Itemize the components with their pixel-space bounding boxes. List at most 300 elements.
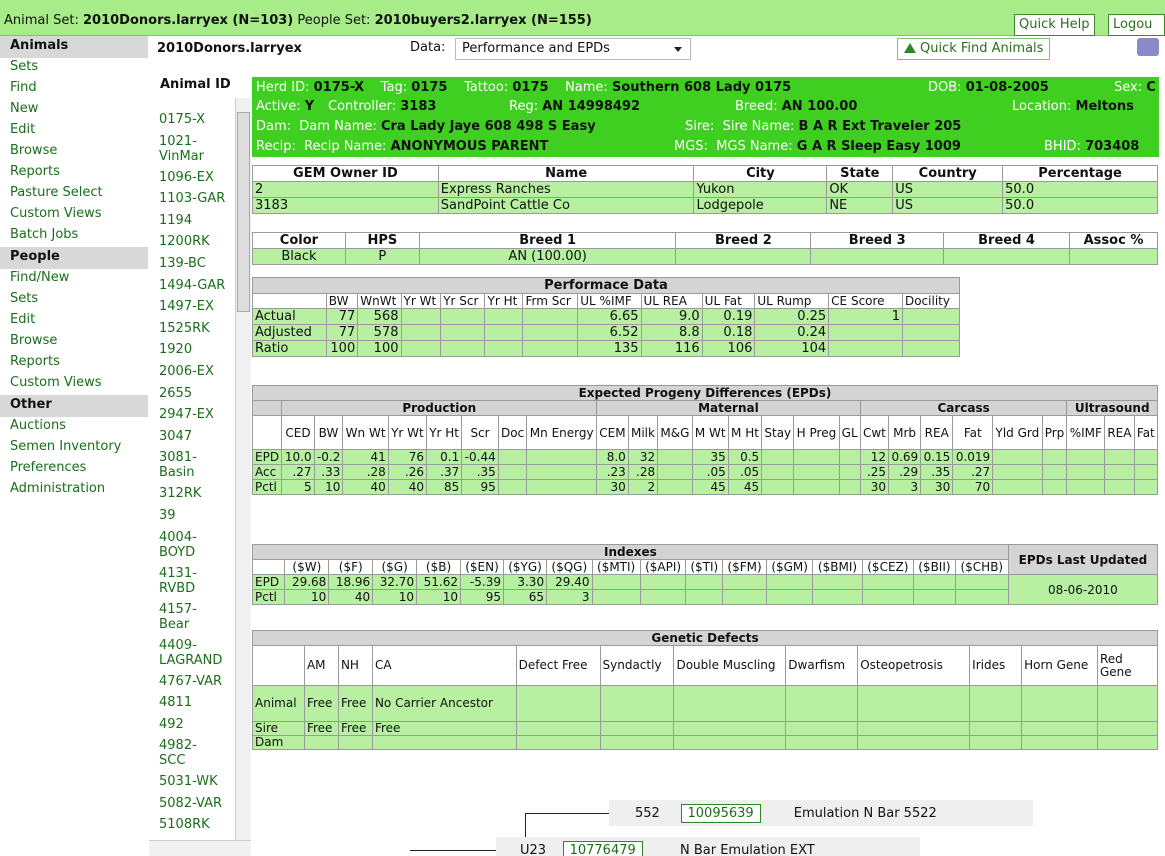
defects-column-header: Osteopetrosis xyxy=(858,646,970,686)
defects-column-header: Defect Free xyxy=(516,646,600,686)
animal-list-scrollbar[interactable] xyxy=(235,98,251,840)
performance-cell: 116 xyxy=(641,341,702,357)
epds-column-header: %IMF xyxy=(1067,416,1105,450)
indexes-column-header: ($CEZ) xyxy=(862,560,914,575)
defects-cell: Free xyxy=(338,722,372,736)
epds-cell: 3 xyxy=(889,480,921,495)
defects-column-header: NH xyxy=(338,646,372,686)
indexes-column-header: ($CHB) xyxy=(955,560,1008,575)
breeds-column-header: Breed 3 xyxy=(811,233,944,249)
sidebar-item-other-3[interactable]: Administration xyxy=(10,481,106,496)
owners-cell: US xyxy=(893,182,1003,198)
animal-id-link[interactable]: 2006-EX xyxy=(159,363,214,379)
indexes-column-header: ($B) xyxy=(417,560,461,575)
performance-cell xyxy=(902,341,959,357)
performance-cell xyxy=(523,325,578,341)
performance-cell xyxy=(441,309,485,325)
animal-set-label: Animal Set: xyxy=(4,13,79,28)
performance-column-header xyxy=(253,294,327,309)
logout-button[interactable]: Logou xyxy=(1108,14,1165,36)
performance-cell xyxy=(523,341,578,357)
header-dob: DOB: 01-08-2005 xyxy=(928,80,1049,95)
performance-cell: 100 xyxy=(326,341,357,357)
owners-column-header: State xyxy=(827,166,893,182)
defects-cell xyxy=(674,686,786,722)
epds-cell: 0.15 xyxy=(921,450,953,465)
epds-cell: 35 xyxy=(692,450,728,465)
epds-column-header: CED xyxy=(282,416,314,450)
performance-column-header: Frm Scr xyxy=(523,294,578,309)
performance-cell xyxy=(485,341,523,357)
animal-id-link[interactable]: 139-BC xyxy=(159,255,206,271)
indexes-column-header: ($W) xyxy=(285,560,329,575)
defects-cell xyxy=(1022,736,1098,750)
animal-id-link[interactable]: 492 xyxy=(159,716,184,732)
performance-cell: 77 xyxy=(326,309,357,325)
animal-id-link[interactable]: 4409- LAGRAND xyxy=(159,637,223,668)
epds-cell: 0.5 xyxy=(728,450,761,465)
defects-column-header: AM xyxy=(304,646,338,686)
epds-cell xyxy=(658,465,692,480)
epds-cell: .27 xyxy=(953,465,993,480)
owners-cell: 3183 xyxy=(253,198,439,214)
performance-cell xyxy=(829,325,903,341)
epds-cell: 8.0 xyxy=(597,450,629,465)
indexes-cell xyxy=(914,575,956,590)
indexes-column-header: ($YG) xyxy=(503,560,546,575)
pedigree-name: N Bar Emulation EXT xyxy=(679,843,815,856)
animal-id-link[interactable]: 312RK xyxy=(159,486,202,502)
pedigree-tag: U23 xyxy=(520,843,547,856)
epds-cell: 10.0 xyxy=(282,450,314,465)
epds-cell: Pctl xyxy=(253,480,282,495)
defects-cell xyxy=(970,736,1022,750)
epds-column-header: Milk xyxy=(628,416,657,450)
indexes-cell: 40 xyxy=(329,590,373,605)
printer-icon[interactable] xyxy=(1137,38,1159,56)
sidebar-item-people-4[interactable]: Reports xyxy=(10,354,60,369)
animal-id-link[interactable]: 4982- SCC xyxy=(159,738,197,769)
defects-column-header: Syndactly xyxy=(600,646,674,686)
epds-column-header: CEM xyxy=(597,416,629,450)
owners-column-header: Name xyxy=(438,166,694,182)
defects-cell xyxy=(970,686,1022,722)
breeds-cell: P xyxy=(345,249,419,265)
defects-cell: Free xyxy=(304,722,338,736)
set-title: 2010Donors.larryex xyxy=(157,41,302,56)
performance-cell xyxy=(441,325,485,341)
quick-find-button[interactable] xyxy=(897,38,1050,60)
epds-column-header: Prp xyxy=(1042,416,1067,450)
epds-cell xyxy=(1134,480,1157,495)
animal-id-header: Animal ID xyxy=(160,77,231,92)
indexes-column-header: ($F) xyxy=(329,560,373,575)
animals-section-header: Animals xyxy=(0,36,148,58)
performance-column-header: Yr Wt xyxy=(401,294,441,309)
performance-cell: 135 xyxy=(578,341,641,357)
sidebar-item-other-1[interactable]: Semen Inventory xyxy=(10,439,122,454)
defects-cell xyxy=(858,722,970,736)
epds-row xyxy=(253,465,1158,480)
epds-cell xyxy=(762,450,794,465)
defects-cell xyxy=(674,736,786,750)
epds-cell: 85 xyxy=(426,480,461,495)
animal-id-link[interactable]: 1021- VinMar xyxy=(159,133,204,164)
epds-group-blank xyxy=(253,401,282,416)
defects-cell: Free xyxy=(304,686,338,722)
sidebar-item-people-0[interactable]: Find/New xyxy=(10,270,70,285)
epds-cell xyxy=(658,450,692,465)
epds-cell xyxy=(993,480,1042,495)
quick-help-button[interactable]: Quick Help xyxy=(1014,14,1095,36)
indexes-cell: 51.62 xyxy=(417,575,461,590)
epds-column-header: M Wt xyxy=(692,416,728,450)
owners-cell: 2 xyxy=(253,182,439,198)
epds-cell xyxy=(762,480,794,495)
epds-cell xyxy=(839,480,860,495)
epds-cell xyxy=(1042,450,1067,465)
pedigree-node xyxy=(496,837,920,856)
sidebar-item-people-5[interactable]: Custom Views xyxy=(10,375,102,390)
defects-cell: No Carrier Ancestor xyxy=(372,686,516,722)
animal-id-link[interactable]: 4131- RVBD xyxy=(159,565,197,596)
indexes-cell xyxy=(862,590,914,605)
sidebar-item-animals-2[interactable]: New xyxy=(10,101,39,116)
people-section-header: People xyxy=(0,247,148,269)
owners-cell: NE xyxy=(827,198,893,214)
performance-cell: 9.0 xyxy=(641,309,702,325)
owners-cell: OK xyxy=(827,182,893,198)
indexes-column-header: ($G) xyxy=(373,560,417,575)
sidebar-item-people-3[interactable]: Browse xyxy=(10,333,58,348)
pedigree-reg-link[interactable]: 10776479 xyxy=(563,841,643,856)
epds-cell: 2 xyxy=(628,480,657,495)
sidebar-item-other-0[interactable]: Auctions xyxy=(10,418,66,433)
indexes-cell: 95 xyxy=(460,590,503,605)
owners-cell: Express Ranches xyxy=(438,182,694,198)
performance-cell: 1 xyxy=(829,309,903,325)
owners-column-header: GEM Owner ID xyxy=(253,166,439,182)
defects-cell: Dam xyxy=(253,736,305,750)
epds-caption-row xyxy=(253,386,1158,401)
performance-column-header: UL REA xyxy=(641,294,702,309)
epds-column-header xyxy=(253,416,282,450)
epds-cell: .25 xyxy=(860,465,888,480)
animal-id-link[interactable]: 5031-WK xyxy=(159,774,218,790)
sidebar-item-animals-3[interactable]: Edit xyxy=(10,122,36,137)
chevron-down-icon xyxy=(674,47,682,52)
performance-cell xyxy=(485,325,523,341)
header-dam: Dam: Dam Name: Cra Lady Jaye 608 498 S Easy xyxy=(256,119,596,134)
performance-cell: 0.25 xyxy=(755,309,829,325)
epds-caption: Expected Progeny Differences (EPDs) xyxy=(253,386,1158,401)
header-bhid: BHID: 703408 xyxy=(1044,139,1140,154)
owners-cell: Lodgepole xyxy=(694,198,827,214)
performance-cell: Ratio xyxy=(253,341,327,357)
owners-cell: Yukon xyxy=(694,182,827,198)
header-sire: Sire: Sire Name: B A R Ext Traveler 205 xyxy=(685,119,962,134)
defects-row xyxy=(253,736,1158,750)
performance-cell xyxy=(401,341,441,357)
indexes-column-header: ($MTI) xyxy=(592,560,640,575)
epds-column-header: Fat xyxy=(953,416,993,450)
epds-cell xyxy=(527,480,597,495)
defects-cell xyxy=(858,686,970,722)
defects-column-header: CA xyxy=(372,646,516,686)
indexes-cell: 3.30 xyxy=(503,575,546,590)
data-select[interactable] xyxy=(455,38,691,60)
pedigree-tag: 552 xyxy=(635,806,660,821)
animal-id-link[interactable]: 4767-VAR xyxy=(159,673,223,689)
animal-id-link[interactable]: 1494-GAR xyxy=(159,277,226,293)
header-reg: Reg: AN 14998492 xyxy=(509,99,641,114)
epds-row xyxy=(253,450,1158,465)
indexes-cell: 29.40 xyxy=(547,575,592,590)
performance-cell xyxy=(401,325,441,341)
breeds-cell: AN (100.00) xyxy=(419,249,676,265)
performance-caption: Performace Data xyxy=(253,278,960,294)
breeds-header-row xyxy=(253,233,1158,249)
defects-cell xyxy=(1022,686,1098,722)
epds-cell: 30 xyxy=(597,480,629,495)
epds-table xyxy=(252,385,1158,495)
animal-id-link[interactable]: 3081- Basin xyxy=(159,450,197,481)
epds-column-header: Cwt xyxy=(860,416,888,450)
breeds-column-header: Assoc % xyxy=(1069,233,1157,249)
indexes-column-header: ($BMI) xyxy=(813,560,862,575)
epds-cell: EPD xyxy=(253,450,282,465)
defects-cell xyxy=(786,736,858,750)
owners-cell: 50.0 xyxy=(1003,198,1158,214)
epds-cell: -0.44 xyxy=(462,450,499,465)
defects-column-header xyxy=(253,646,305,686)
defects-cell xyxy=(516,686,600,722)
indexes-cell xyxy=(914,590,956,605)
epds-cell: .28 xyxy=(343,465,388,480)
animal-id-link[interactable]: 1103-GAR xyxy=(159,191,226,207)
epds-cell xyxy=(1042,465,1067,480)
defects-column-header: Irides xyxy=(970,646,1022,686)
indexes-table xyxy=(252,544,1158,605)
epds-column-header: Doc xyxy=(498,416,527,450)
breeds-row xyxy=(253,249,1158,265)
epds-column-header: Yld Grd xyxy=(993,416,1042,450)
indexes-cell xyxy=(640,575,686,590)
defects-cell xyxy=(372,736,516,750)
indexes-column-header: ($FM) xyxy=(723,560,767,575)
other-section-header: Other xyxy=(0,395,148,417)
epds-cell xyxy=(993,465,1042,480)
animal-id-link[interactable]: 1920 xyxy=(159,342,193,358)
epds-column-header: REA xyxy=(1105,416,1135,450)
animal-id-link[interactable]: 0175-X xyxy=(159,112,206,127)
epds-group-row xyxy=(253,401,1158,416)
animal-id-list xyxy=(159,112,235,839)
breeds-column-header: Breed 1 xyxy=(419,233,676,249)
pedigree-reg-link[interactable]: 10095639 xyxy=(681,804,761,823)
indexes-cell: Pctl xyxy=(253,590,285,605)
sidebar-item-animals-6[interactable]: Pasture Select xyxy=(10,185,103,200)
epds-cell xyxy=(839,450,860,465)
scroll-thumb[interactable] xyxy=(237,112,250,312)
epds-cell: .23 xyxy=(597,465,629,480)
epds-cell: 40 xyxy=(388,480,426,495)
indexes-cell xyxy=(686,590,723,605)
epds-column-header: Scr xyxy=(462,416,499,450)
breeds-table xyxy=(252,232,1158,265)
animal-id-link[interactable]: 5082-VAR xyxy=(159,795,223,811)
defects-cell xyxy=(304,736,338,750)
performance-column-header: Docility xyxy=(902,294,959,309)
performance-cell: 77 xyxy=(326,325,357,341)
performance-cell: Adjusted xyxy=(253,325,327,341)
owners-cell: SandPoint Cattle Co xyxy=(438,198,694,214)
breeds-column-header: Breed 2 xyxy=(676,233,811,249)
performance-column-header: WnWt xyxy=(358,294,401,309)
defects-cell xyxy=(674,722,786,736)
animal-id-link[interactable]: 2655 xyxy=(159,385,193,401)
epds-column-header: M Ht xyxy=(728,416,761,450)
animal-id-link[interactable]: 1096-EX xyxy=(159,169,214,185)
animal-id-link[interactable]: 4157- Bear xyxy=(159,601,197,632)
defects-column-header: Horn Gene xyxy=(1022,646,1098,686)
performance-cell: 106 xyxy=(702,341,755,357)
indexes-cell: 10 xyxy=(373,590,417,605)
defects-cell xyxy=(1097,736,1157,750)
animal-id-link[interactable]: 4004- BOYD xyxy=(159,529,197,560)
performance-cell: 6.65 xyxy=(578,309,641,325)
indexes-cell: 32.70 xyxy=(373,575,417,590)
defects-table xyxy=(252,630,1158,750)
epds-cell xyxy=(1067,450,1105,465)
header-recip: Recip: Recip Name: ANONYMOUS PARENT xyxy=(256,139,549,154)
owners-row xyxy=(253,198,1158,214)
indexes-cell xyxy=(640,590,686,605)
epds-cell: .05 xyxy=(692,465,728,480)
quick-find-label: Quick Find Animals xyxy=(920,41,1044,56)
defects-caption-row xyxy=(253,631,1158,646)
animal-id-link[interactable]: 1194 xyxy=(159,212,193,228)
indexes-caption-row xyxy=(253,545,1158,560)
data-select-value: Performance and EPDs xyxy=(462,41,610,56)
people-set-value: 2010buyers2.larryex (N=155) xyxy=(374,13,592,28)
defects-row xyxy=(253,686,1158,722)
epds-cell xyxy=(527,465,597,480)
header-sex: Sex: C xyxy=(1114,80,1156,95)
epds-cell xyxy=(794,450,839,465)
sidebar-item-animals-5[interactable]: Reports xyxy=(10,164,60,179)
epds-cell: 40 xyxy=(343,480,388,495)
epds-cell: 76 xyxy=(388,450,426,465)
sidebar-item-other-2[interactable]: Preferences xyxy=(10,460,87,475)
performance-cell: 6.52 xyxy=(578,325,641,341)
epds-header-row xyxy=(253,416,1158,450)
epds-cell: .29 xyxy=(889,465,921,480)
animal-list-hscrollbar[interactable] xyxy=(149,840,251,856)
top-bar xyxy=(0,0,1165,36)
performance-cell: 104 xyxy=(755,341,829,357)
defects-cell: Free xyxy=(372,722,516,736)
breeds-cell: Black xyxy=(253,249,346,265)
sidebar-item-animals-8[interactable]: Batch Jobs xyxy=(10,227,79,242)
epds-cell: .33 xyxy=(314,465,343,480)
defects-cell xyxy=(338,736,372,750)
epds-group-header: Maternal xyxy=(597,401,861,416)
defects-cell xyxy=(600,736,674,750)
performance-column-header: Yr Ht xyxy=(485,294,523,309)
animal-id-link[interactable]: 39 xyxy=(159,507,176,523)
epds-cell: 5 xyxy=(282,480,314,495)
epds-column-header: H Preg xyxy=(794,416,839,450)
epds-column-header: Yr Wt xyxy=(388,416,426,450)
indexes-column-header: ($EN) xyxy=(460,560,503,575)
indexes-cell xyxy=(592,590,640,605)
owners-cell: US xyxy=(893,198,1003,214)
epds-cell xyxy=(498,465,527,480)
epds-cell: .37 xyxy=(426,465,461,480)
indexes-cell xyxy=(955,575,1008,590)
performance-cell xyxy=(401,309,441,325)
performance-column-header: UL Rump xyxy=(755,294,829,309)
pedigree-line xyxy=(525,813,609,814)
epds-cell: 45 xyxy=(728,480,761,495)
animal-id-link[interactable]: 5108RK xyxy=(159,817,210,833)
epds-cell: .28 xyxy=(628,465,657,480)
epds-cell xyxy=(658,480,692,495)
defects-cell xyxy=(1097,686,1157,722)
sidebar-item-animals-0[interactable]: Sets xyxy=(10,59,39,74)
animal-id-link[interactable]: 1497-EX xyxy=(159,299,214,315)
performance-cell xyxy=(829,341,903,357)
defects-cell xyxy=(786,686,858,722)
pedigree-name: Emulation N Bar 5522 xyxy=(793,806,937,821)
sidebar-item-animals-7[interactable]: Custom Views xyxy=(10,206,102,221)
performance-column-header: CE Score xyxy=(829,294,903,309)
epds-column-header: M&G xyxy=(658,416,692,450)
animal-id-link[interactable]: 3047 xyxy=(159,428,193,444)
set-info xyxy=(4,13,592,28)
breeds-cell xyxy=(1069,249,1157,265)
sidebar-item-people-1[interactable]: Sets xyxy=(10,291,39,306)
epds-cell xyxy=(794,465,839,480)
sidebar-item-animals-4[interactable]: Browse xyxy=(10,143,58,158)
breeds-column-header: HPS xyxy=(345,233,419,249)
animal-id-link[interactable]: 2947-EX xyxy=(159,407,214,423)
sidebar-item-animals-1[interactable]: Find xyxy=(10,80,37,95)
animal-id-link[interactable]: 4811 xyxy=(159,695,193,711)
header-row-1: Herd ID: 0175-X Tag: 0175 Tattoo: 0175 Name: Southern 608 Lady 0175 xyxy=(256,80,792,95)
epds-column-header: GL xyxy=(839,416,860,450)
performance-column-header: BW xyxy=(326,294,357,309)
epds-cell: 45 xyxy=(692,480,728,495)
epds-column-header: BW xyxy=(314,416,343,450)
epds-column-header: Fat xyxy=(1134,416,1157,450)
epds-cell xyxy=(1067,465,1105,480)
animal-id-link[interactable]: 1525RK xyxy=(159,320,210,336)
sidebar-item-people-2[interactable]: Edit xyxy=(10,312,36,327)
epds-cell xyxy=(794,480,839,495)
performance-column-header: UL %IMF xyxy=(578,294,641,309)
defects-cell xyxy=(970,722,1022,736)
animal-set-value: 2010Donors.larryex (N=103) xyxy=(83,13,294,28)
epds-cell xyxy=(1134,450,1157,465)
indexes-column-header: ($API) xyxy=(640,560,686,575)
epds-cell xyxy=(498,480,527,495)
animal-id-link[interactable]: 1200RK xyxy=(159,234,210,250)
performance-cell xyxy=(523,309,578,325)
epds-cell: .05 xyxy=(728,465,761,480)
epds-cell: 30 xyxy=(921,480,953,495)
